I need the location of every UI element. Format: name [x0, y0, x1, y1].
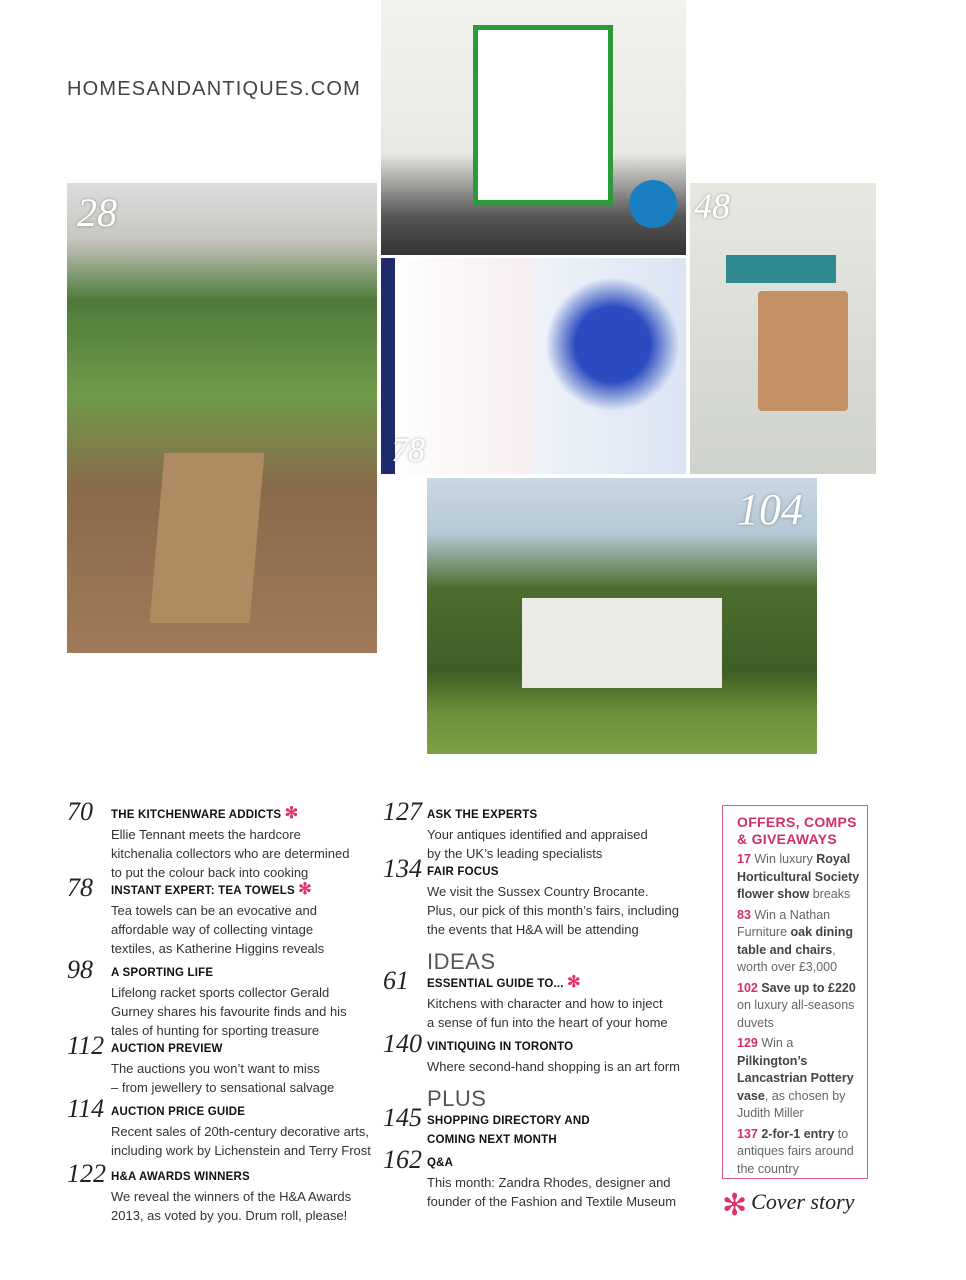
contents-entry[interactable] [67, 797, 372, 882]
entry-description: Ellie Tennant meets the hardcore [111, 827, 301, 842]
offer-item[interactable] [737, 907, 867, 977]
offer-page-number: 83 [737, 907, 751, 922]
offer-text: on luxury all-seasons duvets [737, 998, 855, 1030]
offer-item[interactable] [737, 1126, 867, 1179]
entry-title-text: FAIR FOCUS [427, 866, 499, 878]
offer-text: Royal Horticultural Society flower show [737, 852, 860, 901]
entry-description: This month: Zandra Rhodes, designer and [427, 1175, 671, 1190]
contents-entry[interactable] [67, 1159, 372, 1225]
entry-description: by the UK’s leading specialists [427, 846, 603, 861]
offer-page-number: 137 [737, 1126, 758, 1141]
entry-description: Kitchens with character and how to inject [427, 996, 663, 1011]
contents-entry[interactable] [67, 1031, 372, 1097]
entry-description: 2013, as voted by you. Drum roll, please! [111, 1208, 348, 1223]
entry-title-text: THE KITCHENWARE ADDICTS [111, 809, 282, 821]
entry-description: Lifelong racket sports collector Gerald [111, 985, 330, 1000]
contents-entry[interactable] [383, 1029, 688, 1076]
offer-text: Save up to £220 [761, 980, 856, 995]
entry-title-text: AUCTION PREVIEW [111, 1043, 223, 1055]
offers-title: OFFERS, COMPS & GIVEAWAYS [737, 814, 857, 847]
entry-page-number: 98 [67, 955, 93, 984]
entry-title [111, 1168, 372, 1187]
entry-title-text: VINTIQUING IN TORONTO [427, 1041, 574, 1053]
entry-description: Where second-hand shopping is an art form [427, 1059, 680, 1074]
offer-item[interactable] [737, 980, 867, 1033]
entry-description: The auctions you won’t want to miss [111, 1061, 320, 1076]
entry-title-text: ASK THE EXPERTS [427, 809, 538, 821]
photo-kitchen-tea-towel [381, 0, 686, 255]
entry-page-number: 70 [67, 797, 93, 826]
cover-star-icon: ✻ [722, 1189, 748, 1222]
page-number-28: 28 [77, 190, 117, 235]
photo-country-house [427, 478, 817, 754]
offers-box [722, 805, 868, 1179]
section-heading-ideas: IDEAS [427, 949, 496, 974]
entry-title [427, 806, 688, 825]
cover-star-icon: ✻ [567, 974, 581, 991]
entry-title [427, 975, 688, 994]
entry-description: Tea towels can be an evocative and [111, 903, 317, 918]
entry-page-number: 78 [67, 873, 93, 902]
cover-star-icon: ✻ [284, 805, 299, 822]
contents-entry[interactable] [383, 1103, 688, 1150]
page-number-48: 48 [694, 186, 730, 226]
contents-column-middle [383, 797, 688, 1215]
entry-title [111, 806, 372, 825]
offer-page-number: 129 [737, 1036, 758, 1050]
offer-text: , as chosen by Judith Miller [737, 1088, 846, 1120]
entry-description: founder of the Fashion and Textile Museum [427, 1194, 677, 1209]
page-number-78: 78 [391, 432, 425, 469]
offer-page-number: 102 [737, 980, 758, 995]
entry-title [111, 1040, 372, 1059]
offer-text: Win a Nathan Furniture [737, 907, 831, 939]
contents-entry[interactable] [67, 873, 372, 958]
entry-description: textiles, as Katherine Higgins reveals [111, 941, 325, 956]
entry-page-number: 122 [67, 1159, 106, 1188]
entry-page-number: 134 [383, 854, 422, 883]
entry-title-text: Q&A [427, 1157, 454, 1169]
contents-entry[interactable] [67, 955, 372, 1040]
entry-description: We visit the Sussex Country Brocante. [427, 884, 649, 899]
offer-text: Win luxury [750, 852, 817, 866]
offer-item[interactable] [737, 1035, 867, 1123]
offer-text: to antiques fairs around the country [737, 1126, 854, 1176]
contents-column-left [67, 797, 372, 1225]
entry-title-text: INSTANT EXPERT: TEA TOWELS [111, 885, 295, 897]
entry-title-text: ESSENTIAL GUIDE TO... [427, 978, 564, 990]
offer-text: breaks [809, 887, 851, 901]
entry-description: We reveal the winners of the H&A Awards [111, 1189, 352, 1204]
cover-story-legend [722, 1188, 854, 1223]
entry-description: to put the colour back into cooking [111, 865, 309, 880]
entry-description: the events that H&A will be attending [427, 922, 639, 937]
site-url[interactable]: HOMESANDANTIQUES.COM [67, 78, 362, 100]
page-number-104: 104 [737, 485, 803, 534]
entry-description: tales of hunting for sporting treasure [111, 1023, 320, 1038]
entry-title [111, 964, 372, 983]
entry-page-number: 114 [67, 1094, 105, 1123]
entry-page-number: 140 [383, 1029, 422, 1058]
contents-entry[interactable] [67, 1094, 372, 1160]
photo-tea-towels [381, 258, 686, 474]
section-heading-plus: PLUS [427, 1086, 487, 1111]
entry-page-number: 127 [383, 797, 422, 826]
entry-description: – from jewellery to sensational salvage [111, 1080, 335, 1095]
cover-story-label: Cover story [751, 1189, 855, 1214]
entry-description: a sense of fun into the heart of your home [427, 1015, 668, 1030]
offer-text: oak dining table and chairs [737, 925, 853, 957]
entry-title [427, 1038, 688, 1057]
entry-description: Plus, our pick of this month’s fairs, including [427, 903, 679, 918]
contents-entry[interactable] [383, 1145, 688, 1211]
entry-page-number: 162 [383, 1145, 422, 1174]
offer-page-number: 17 [737, 852, 751, 866]
entry-title-line2: COMING NEXT MONTH [427, 1134, 557, 1146]
entry-title-text: SHOPPING DIRECTORY AND [427, 1115, 590, 1127]
photo-leather-bag [690, 183, 876, 474]
entry-description: including work by Lichenstein and Terry Frost [111, 1143, 371, 1158]
entry-title [427, 1112, 688, 1131]
photo-garden-dining [67, 183, 377, 653]
contents-entry[interactable] [383, 854, 688, 939]
entry-description: kitchenalia collectors who are determined [111, 846, 350, 861]
offer-text: 2-for-1 entry [761, 1126, 835, 1141]
entry-description: Gurney shares his favourite finds and his [111, 1004, 347, 1019]
entry-title [111, 1103, 372, 1122]
entry-description: Recent sales of 20th-century decorative arts, [111, 1124, 369, 1139]
offer-item[interactable] [737, 851, 867, 904]
entry-page-number: 112 [67, 1031, 105, 1060]
contents-entry[interactable] [383, 966, 688, 1032]
offer-text: Win a [757, 1036, 794, 1050]
entry-title-text: AUCTION PRICE GUIDE [111, 1106, 246, 1118]
entry-title [111, 882, 372, 901]
offer-text: , worth over £3,000 [737, 942, 838, 974]
entry-description: Your antiques identified and appraised [427, 827, 648, 842]
entry-title-text: H&A AWARDS WINNERS [111, 1171, 250, 1183]
contents-entry[interactable] [383, 797, 688, 863]
offer-text: Pilkington’s Lancastrian Pottery vase [737, 1053, 854, 1103]
entry-title [427, 1154, 688, 1173]
entry-title [427, 863, 688, 882]
entry-description: affordable way of collecting vintage [111, 922, 314, 937]
entry-page-number: 145 [383, 1103, 422, 1132]
entry-title-text: A SPORTING LIFE [111, 967, 214, 979]
entry-page-number: 61 [383, 966, 409, 995]
cover-star-icon: ✻ [298, 881, 312, 898]
